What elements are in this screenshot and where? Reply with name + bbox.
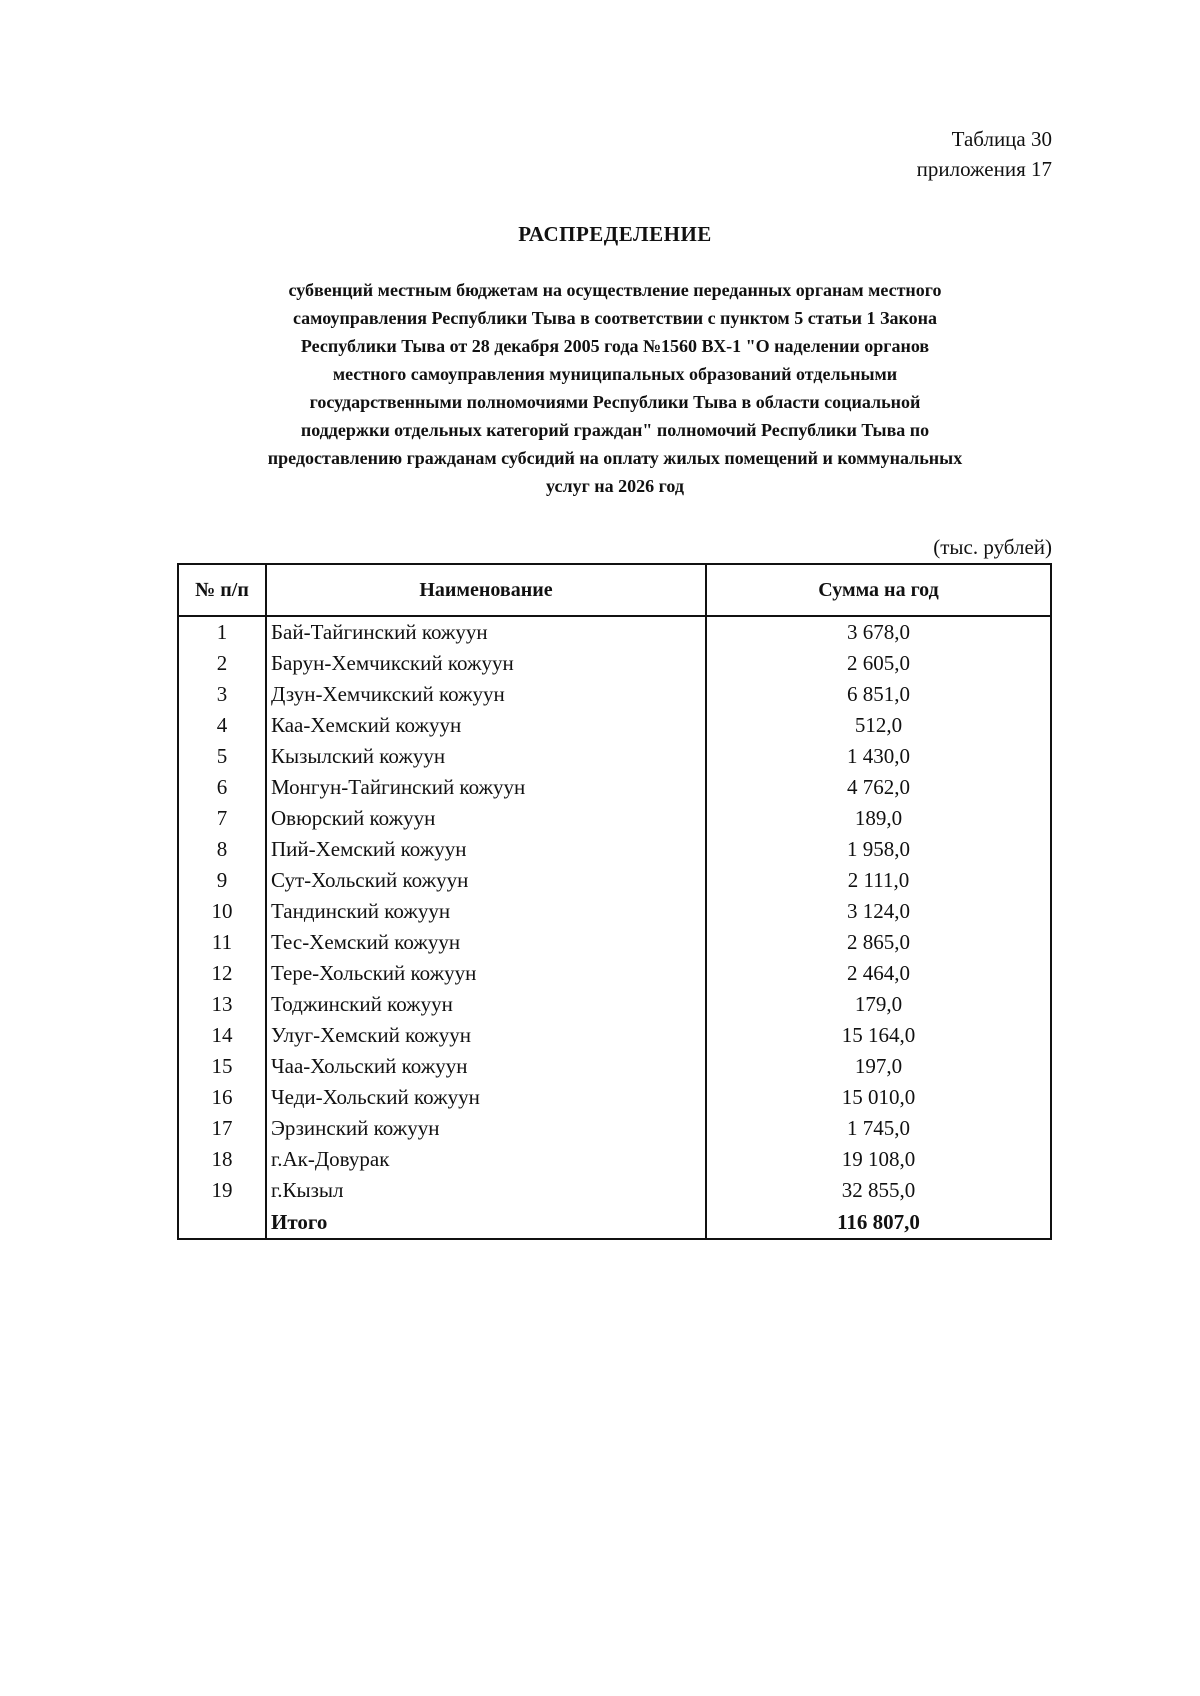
table-row <box>178 1082 1051 1113</box>
table-row <box>178 1144 1051 1175</box>
row-sum: 4 762,0 <box>706 772 1051 803</box>
row-name: Тере-Хольский кожуун <box>266 958 706 989</box>
row-name: Пий-Хемский кожуун <box>266 834 706 865</box>
row-sum: 3 678,0 <box>706 616 1051 648</box>
document-title: РАСПРЕДЕЛЕНИЕ <box>518 222 712 246</box>
row-name: Бай-Тайгинский кожуун <box>266 616 706 648</box>
row-number: 9 <box>178 865 266 896</box>
row-number: 12 <box>178 958 266 989</box>
row-sum: 19 108,0 <box>706 1144 1051 1175</box>
row-name: Тандинский кожуун <box>266 896 706 927</box>
row-name: Монгун-Тайгинский кожуун <box>266 772 706 803</box>
table-number: Таблица 30 <box>951 127 1052 151</box>
row-sum: 15 010,0 <box>706 1082 1051 1113</box>
row-sum: 2 111,0 <box>706 865 1051 896</box>
row-sum: 6 851,0 <box>706 679 1051 710</box>
total-label: Итого <box>266 1206 706 1239</box>
row-sum: 512,0 <box>706 710 1051 741</box>
row-name: Тоджинский кожуун <box>266 989 706 1020</box>
appendix-number: приложения 17 <box>916 157 1052 181</box>
row-sum: 2 605,0 <box>706 648 1051 679</box>
row-number: 4 <box>178 710 266 741</box>
total-sum: 116 807,0 <box>706 1206 1051 1239</box>
row-name: Каа-Хемский кожуун <box>266 710 706 741</box>
total-number <box>178 1206 266 1239</box>
subtitle-line: услуг на 2026 год <box>546 476 684 496</box>
row-name: Дзун-Хемчикский кожуун <box>266 679 706 710</box>
table-row <box>178 741 1051 772</box>
header-sum: Сумма на год <box>706 564 1051 616</box>
subtitle-line: государственными полномочиями Республики Тыва в области социальной <box>309 392 921 412</box>
subtitle-line: Республики Тыва от 28 декабря 2005 года №1560 ВХ-1 "О наделении органов <box>300 336 930 356</box>
row-sum: 1 958,0 <box>706 834 1051 865</box>
table-row <box>178 834 1051 865</box>
row-number: 5 <box>178 741 266 772</box>
document-subtitle <box>175 276 1055 500</box>
row-name: Тес-Хемский кожуун <box>266 927 706 958</box>
table-row <box>178 648 1051 679</box>
total-row <box>178 1206 1051 1239</box>
table-header-row <box>178 564 1051 616</box>
row-number: 1 <box>178 616 266 648</box>
row-name: Улуг-Хемский кожуун <box>266 1020 706 1051</box>
table-row <box>178 710 1051 741</box>
subtitle-line: предоставлению гражданам субсидий на оплату жилых помещений и коммунальных <box>267 448 963 468</box>
row-sum: 2 464,0 <box>706 958 1051 989</box>
table-row <box>178 679 1051 710</box>
row-number: 14 <box>178 1020 266 1051</box>
table-row <box>178 896 1051 927</box>
row-number: 15 <box>178 1051 266 1082</box>
table-row <box>178 1051 1051 1082</box>
table-reference <box>917 124 1052 184</box>
subtitle-line: местного самоуправления муниципальных образований отдельными <box>332 364 898 384</box>
row-name: Чаа-Хольский кожуун <box>266 1051 706 1082</box>
row-name: Овюрский кожуун <box>266 803 706 834</box>
row-sum: 3 124,0 <box>706 896 1051 927</box>
row-number: 13 <box>178 989 266 1020</box>
row-name: Барун-Хемчикский кожуун <box>266 648 706 679</box>
table-row <box>178 958 1051 989</box>
row-sum: 2 865,0 <box>706 927 1051 958</box>
table-row <box>178 616 1051 648</box>
row-number: 19 <box>178 1175 266 1206</box>
subtitle-line: поддержки отдельных категорий граждан" полномочий Республики Тыва по <box>300 420 930 440</box>
table-row <box>178 1020 1051 1051</box>
row-number: 2 <box>178 648 266 679</box>
row-name: г.Кызыл <box>266 1175 706 1206</box>
table-row <box>178 865 1051 896</box>
row-name: г.Ак-Довурак <box>266 1144 706 1175</box>
units-note: (тыс. рублей) <box>933 535 1052 559</box>
row-number: 18 <box>178 1144 266 1175</box>
distribution-table <box>177 563 1052 1240</box>
row-sum: 1 745,0 <box>706 1113 1051 1144</box>
table-row <box>178 1113 1051 1144</box>
row-sum: 32 855,0 <box>706 1175 1051 1206</box>
row-name: Кызылский кожуун <box>266 741 706 772</box>
row-name: Чеди-Хольский кожуун <box>266 1082 706 1113</box>
row-sum: 197,0 <box>706 1051 1051 1082</box>
row-number: 10 <box>178 896 266 927</box>
row-name: Эрзинский кожуун <box>266 1113 706 1144</box>
table-row <box>178 803 1051 834</box>
table-row <box>178 989 1051 1020</box>
table-row <box>178 1175 1051 1206</box>
row-name: Сут-Хольский кожуун <box>266 865 706 896</box>
row-number: 8 <box>178 834 266 865</box>
table-row <box>178 772 1051 803</box>
row-sum: 189,0 <box>706 803 1051 834</box>
row-sum: 15 164,0 <box>706 1020 1051 1051</box>
row-number: 7 <box>178 803 266 834</box>
subtitle-line: самоуправления Республики Тыва в соответствии с пунктом 5 статьи 1 Закона <box>292 308 938 328</box>
subtitle-line: субвенций местным бюджетам на осуществление переданных органам местного <box>288 280 942 300</box>
row-number: 6 <box>178 772 266 803</box>
row-number: 17 <box>178 1113 266 1144</box>
header-number: № п/п <box>178 564 266 616</box>
table-row <box>178 927 1051 958</box>
row-sum: 1 430,0 <box>706 741 1051 772</box>
header-name: Наименование <box>266 564 706 616</box>
row-number: 3 <box>178 679 266 710</box>
row-number: 11 <box>178 927 266 958</box>
row-number: 16 <box>178 1082 266 1113</box>
row-sum: 179,0 <box>706 989 1051 1020</box>
